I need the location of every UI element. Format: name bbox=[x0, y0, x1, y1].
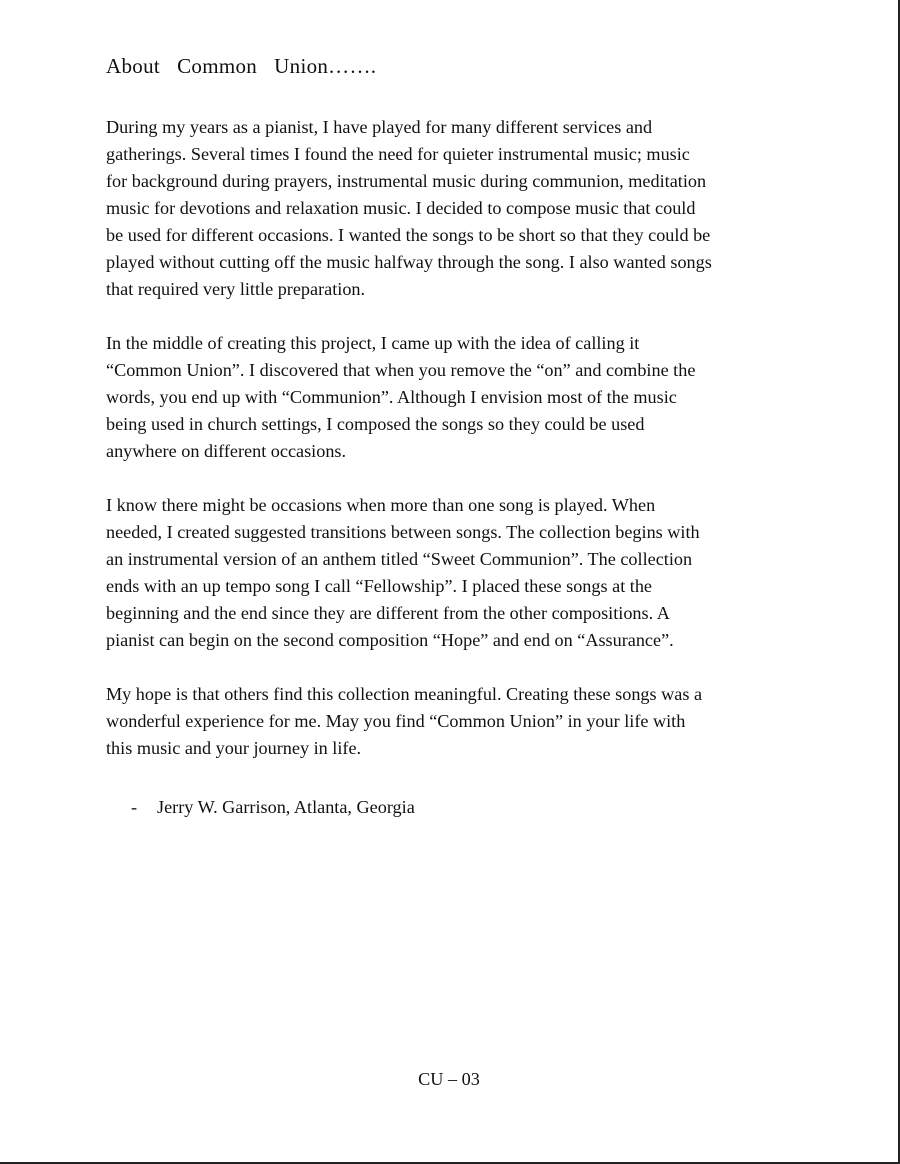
text-line: ends with an up tempo song I call “Fellowship”. I placed these songs at the bbox=[106, 576, 653, 596]
text-line: an instrumental version of an anthem titled “Sweet Communion”. The collection bbox=[106, 549, 693, 569]
paragraph-3 bbox=[106, 492, 806, 654]
text-line: being used in church settings, I composed the songs so they could be used bbox=[106, 414, 645, 434]
text-line: music for devotions and relaxation music. I decided to compose music that could bbox=[106, 198, 696, 218]
signature-text: Jerry W. Garrison, Atlanta, Georgia bbox=[157, 797, 415, 817]
text-line: needed, I created suggested transitions between songs. The collection begins with bbox=[106, 522, 700, 542]
paragraph-4 bbox=[106, 681, 806, 762]
text-line: “Common Union”. I discovered that when you remove the “on” and combine the bbox=[106, 360, 696, 380]
text-line: this music and your journey in life. bbox=[106, 738, 362, 758]
text-line: that required very little preparation. bbox=[106, 279, 366, 299]
signature bbox=[131, 794, 415, 821]
text-line: be used for different occasions. I wanted the songs to be short so that they could be bbox=[106, 225, 711, 245]
text-line: words, you end up with “Communion”. Although I envision most of the music bbox=[106, 387, 677, 407]
paragraph-2 bbox=[106, 330, 806, 465]
signature-dash: - bbox=[131, 797, 138, 817]
text-line: gatherings. Several times I found the need for quieter instrumental music; music bbox=[106, 144, 690, 164]
text-line: I know there might be occasions when more than one song is played. When bbox=[106, 495, 656, 515]
text-line: In the middle of creating this project, I came up with the idea of calling it bbox=[106, 333, 640, 353]
text-line: anywhere on different occasions. bbox=[106, 441, 347, 461]
page-number: CU – 03 bbox=[418, 1069, 480, 1089]
body-text bbox=[106, 114, 806, 789]
page-title: About Common Union……. bbox=[106, 54, 377, 78]
text-line: for background during prayers, instrumental music during communion, meditation bbox=[106, 171, 707, 191]
text-line: My hope is that others find this collection meaningful. Creating these songs was a bbox=[106, 684, 703, 704]
text-line: wonderful experience for me. May you find “Common Union” in your life with bbox=[106, 711, 686, 731]
paragraph-1 bbox=[106, 114, 806, 303]
text-line: beginning and the end since they are different from the other compositions. A bbox=[106, 603, 670, 623]
text-line: played without cutting off the music halfway through the song. I also wanted songs bbox=[106, 252, 712, 272]
text-line: During my years as a pianist, I have played for many different services and bbox=[106, 117, 653, 137]
text-line: pianist can begin on the second composition “Hope” and end on “Assurance”. bbox=[106, 630, 674, 650]
